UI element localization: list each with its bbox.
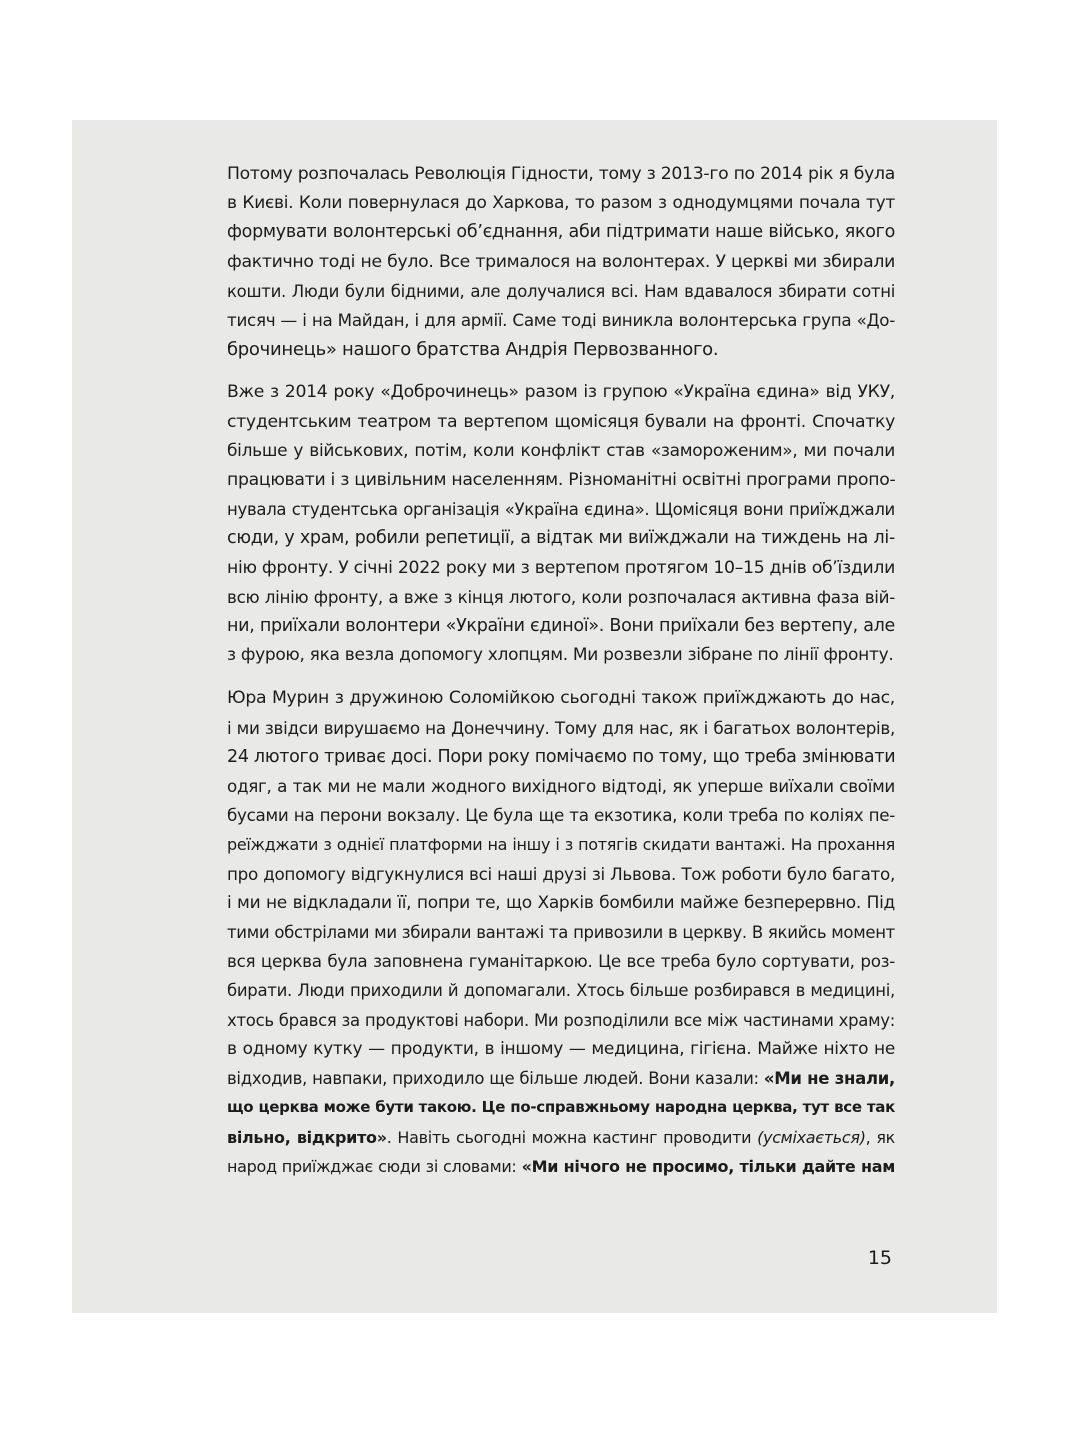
text-segment: , як: [865, 1127, 896, 1147]
quote-bold: вільно, відкрито»: [227, 1127, 387, 1147]
text-line: нувала студентська організація «Україна єдина». Щомісяця вони приїжджали: [227, 500, 895, 520]
text-line: брочинець» нашого братства Андрія Первозванного.: [227, 339, 719, 361]
text-line: бусами на перони вокзалу. Це була ще та екзотика, коли треба по коліях пе-: [227, 805, 895, 826]
text-line: [227, 1064, 895, 1093]
quote-bold: що церква може бути такою. Це по-справжньому народна церква, тут все так: [227, 1098, 895, 1117]
text-line: хтось брався за продуктові набори. Ми розподілили все між частинами храму:: [227, 1010, 895, 1030]
book-page: [72, 120, 997, 1313]
text-line: Вже з 2014 року «Доброчинець» разом із групою «Україна єдина» від УКУ,: [227, 382, 895, 403]
text-line: і ми звідси вирушаємо на Донеччину. Тому для нас, як і багатьох волонтерів,: [227, 717, 895, 738]
text-line: більше у військових, потім, коли конфлікт став «замороженим», ми почали: [227, 440, 895, 461]
text-segment: відходив, навпаки, приходило ще більше людей. Вони казали:: [227, 1069, 759, 1089]
text-line: вся церква була заповнена гуманітаркою. Це все треба було сортувати, роз-: [227, 951, 895, 972]
text-line: реїжджати з однієї платформи на іншу і з потягів скидати вантажі. На прохання: [227, 835, 895, 855]
text-line: працювати і з цивільним населенням. Різноманітні освітні програми пропо-: [227, 470, 896, 491]
text-line: з фурою, яка везла допомогу хлопцям. Ми розвезли зібране по лінії фронту.: [227, 645, 894, 666]
text-line: фактично тоді не було. Все трималося на волонтерах. У церкві ми збирали: [227, 251, 895, 272]
text-line: кошти. Люди були бідними, але долучалися всі. Нам вдавалося збирати сотні: [227, 281, 895, 301]
text-line: ни, приїхали волонтери «України єдиної». Вони приїхали без вертепу, але: [227, 616, 895, 637]
text-segment: . Навіть сьогодні можна кастинг проводити: [386, 1127, 758, 1147]
page-number: 15: [867, 1247, 892, 1269]
text-line: нію фронту. У січні 2022 року ми з вертепом протягом 10–15 днів об’їздили: [227, 557, 896, 578]
text-line: і ми не відкладали її, попри те, що Харків бомбили майже безперервно. Під: [227, 892, 895, 913]
text-line: [227, 1152, 895, 1181]
body-text: [227, 160, 895, 1181]
text-line: бирати. Люди приходили й допомагали. Хтось більше розбирався в медицині,: [227, 981, 895, 1001]
text-line: в Києві. Коли повернулася до Харкова, то разом з однодумцями почала тут: [227, 193, 895, 214]
text-line: Потому розпочалась Революція Гідности, тому з 2013-го по 2014 рік я була: [227, 164, 895, 184]
text-line: 24 лютого триває досі. Пори року помічаємо по тому, що треба змінювати: [227, 746, 896, 767]
italic-aside: (усміхається): [757, 1127, 866, 1147]
text-line: тими обстрілами ми збирали вантажі та привозили в церкву. В якийсь момент: [227, 923, 895, 943]
text-line: всю лінію фронту, а вже з кінця лютого, коли розпочалася активна фаза вій-: [227, 586, 895, 607]
text-line: формувати волонтерські об’єднання, аби підтримати наше військо, якого: [227, 222, 895, 243]
text-line: студентським театром та вертепом щомісяця бували на фронті. Спочатку: [227, 411, 895, 432]
text-line: [227, 1093, 895, 1122]
text-line: про допомогу відгукнулися всі наші друзі зі Львова. Тож роботи було багато,: [227, 863, 895, 884]
text-line: тисяч — і на Майдан, і для армії. Саме тоді виникла волонтерська група «До-: [227, 310, 895, 331]
text-line: одяг, а так ми не мали жодного вихідного відтоді, як уперше виїхали своїми: [227, 776, 895, 797]
text-line: [227, 1123, 895, 1152]
text-line: сюди, у храм, робили репетиції, а відтак ми виїжджали на тиждень на лі-: [227, 528, 895, 549]
text-line: в одному кутку — продукти, в іншому — медицина, гігієна. Майже ніхто не: [227, 1038, 895, 1059]
text-segment: народ приїжджає сюди зі словами:: [227, 1156, 522, 1176]
text-line: Юра Мурин з дружиною Соломійкою сьогодні також приїжджають до нас,: [227, 688, 895, 709]
quote-bold: «Ми не знали,: [763, 1069, 895, 1089]
quote-bold: «Ми нічого не просимо, тільки дайте нам: [521, 1156, 895, 1176]
